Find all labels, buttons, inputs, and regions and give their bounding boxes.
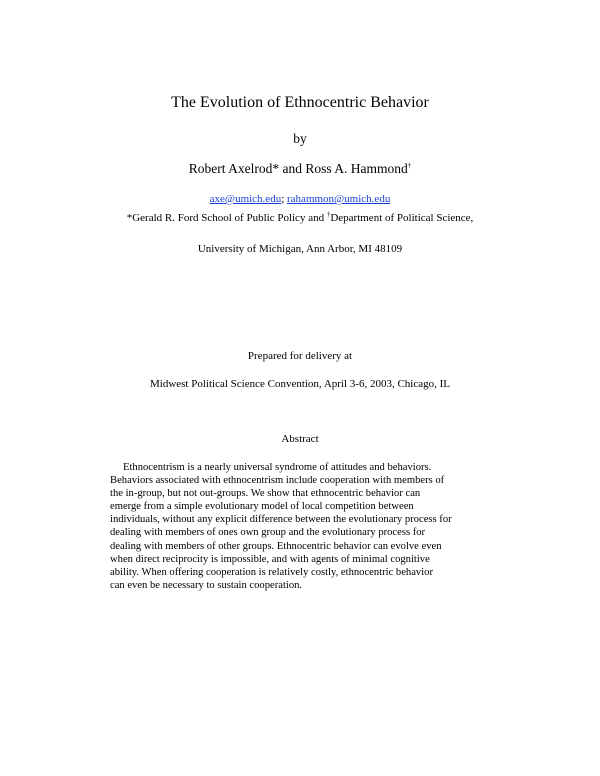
abstract-line: Behaviors associated with ethnocentrism include cooperation with members of: [110, 475, 445, 487]
prepared-for: Prepared for delivery at: [247, 350, 353, 362]
affil-mark-1: *: [126, 212, 133, 224]
affiliation-line-2: University of Michigan, Ann Arbor, MI 48109: [197, 243, 403, 255]
author-hammond: Ross A. Hammond: [305, 161, 408, 176]
authors-and: and: [279, 161, 306, 176]
email-line: [0, 193, 600, 205]
convention-info: Midwest Political Science Convention, April 3-6, 2003, Chicago, IL: [149, 378, 450, 390]
author2-mark: †: [407, 161, 412, 170]
abstract-line: Ethnocentrism is a nearly universal syndrome of attitudes and behaviors.: [123, 462, 432, 473]
abstract-line: dealing with members of other groups. Ethnocentric behavior can evolve even: [110, 540, 442, 552]
abstract-line: when direct reciprocity is impossible, and with agents of minimal cognitive: [110, 553, 430, 565]
abstract-line: the in-group, but not out-groups. We show that ethnocentric behavior can: [110, 488, 421, 500]
author1-mark: *: [272, 161, 280, 176]
abstract-line: emerge from a simple evolutionary model of local competition between: [110, 501, 414, 513]
authors: [0, 161, 600, 177]
byline: by: [293, 131, 307, 146]
affil-poli-sci: Department of Political Science,: [330, 212, 474, 224]
author-axelrod: Robert Axelrod: [188, 161, 273, 176]
affiliation-line-1: [0, 212, 600, 224]
abstract-line: dealing with members of ones own group and the evolutionary process for: [110, 527, 426, 539]
abstract-line: ability. When offering cooperation is relatively costly, ethnocentric behavior: [110, 566, 433, 578]
affil-mark-2: †: [326, 210, 331, 219]
abstract-heading: Abstract: [281, 433, 319, 445]
abstract-body: [110, 461, 492, 592]
paper-title: The Evolution of Ethnocentric Behavior: [171, 94, 429, 111]
email-link-axelrod[interactable]: axe@umich.edu: [209, 193, 282, 205]
email-separator: ;: [281, 193, 288, 205]
email-link-hammond[interactable]: rahammon@umich.edu: [287, 193, 391, 205]
affil-ford-school: Gerald R. Ford School of Public Policy and: [132, 212, 327, 224]
abstract-line: can even be necessary to sustain cooperation.: [110, 579, 303, 591]
abstract-line: individuals, without any explicit difference between the evolutionary process for: [110, 514, 452, 526]
